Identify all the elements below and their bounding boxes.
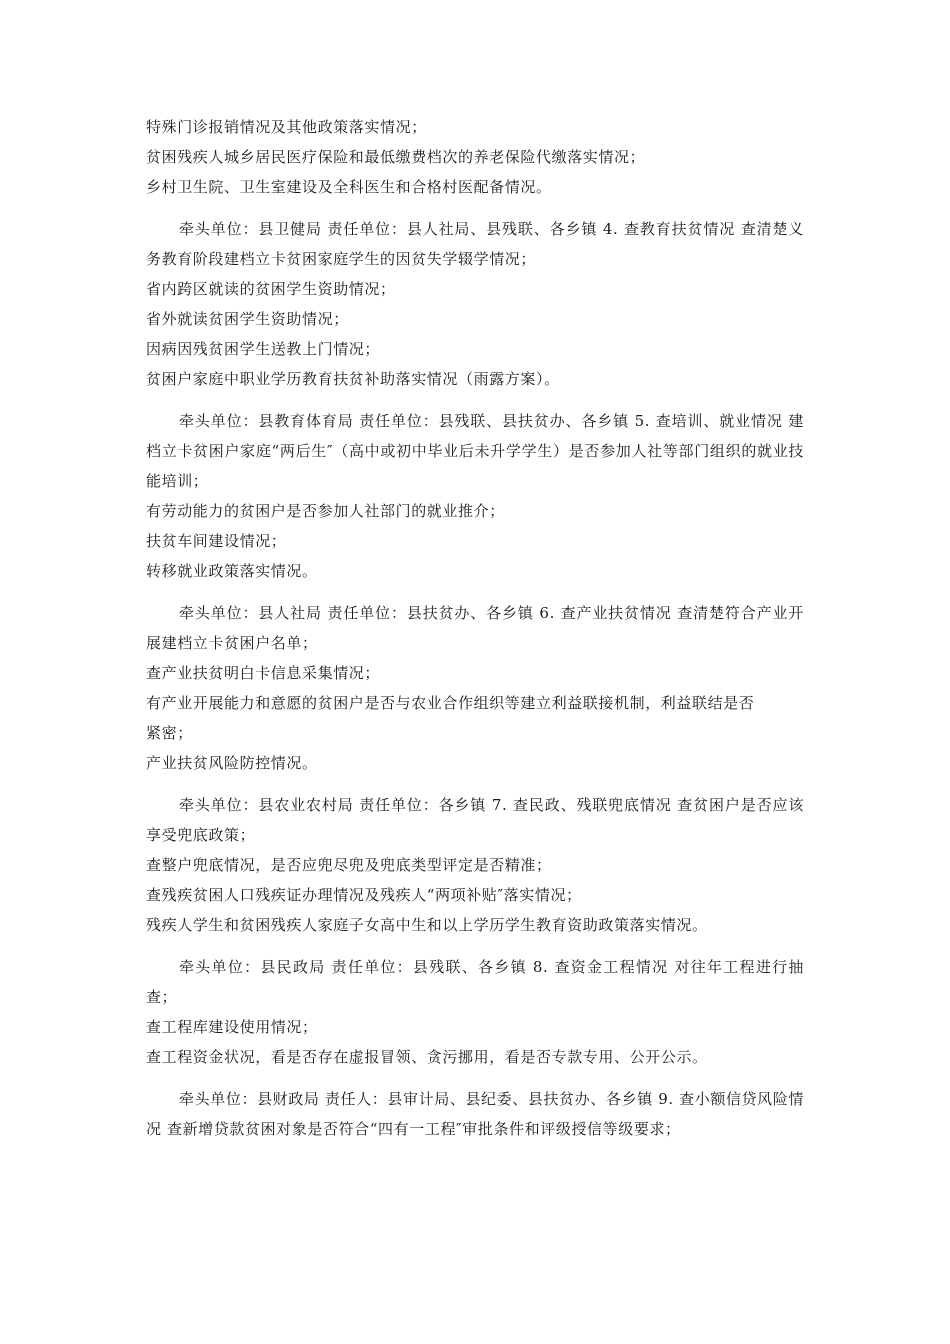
text-block-microcredit [146, 1084, 804, 1144]
text-line: 转移就业政策落实情况。 [146, 562, 318, 580]
text-block-civil-affairs [146, 790, 804, 940]
text-block-funds [146, 952, 804, 1072]
paragraph-lead: 牵头单位：县教育体育局 责任单位：县残联、县扶贫办、各乡镇 5. 查培训、就业情况 建档立卡贫困户家庭“两后生″（高中或初中毕业后未升学学生）是否参加人社等部门组织的就业技能培训； [146, 412, 804, 490]
text-line: 查残疾贫困人口残疾证办理情况及残疾人“两项补贴″落实情况； [146, 886, 582, 904]
text-line: 产业扶贫风险防控情况。 [146, 754, 318, 772]
text-line: 查工程资金状况，看是否存在虚报冒领、贪污挪用，看是否专款专用、公开公示。 [146, 1048, 708, 1066]
paragraph-gap [146, 394, 804, 406]
paragraph-lead: 牵头单位：县农业农村局 责任单位：各乡镇 7. 查民政、残联兜底情况 查贫困户是否应该享受兜底政策； [146, 796, 804, 844]
text-line: 省外就读贫困学生资助情况； [146, 310, 349, 328]
text-line: 查整户兜底情况，是否应兜尽兜及兜底类型评定是否精准； [146, 856, 552, 874]
paragraph-gap [146, 202, 804, 214]
text-line: 特殊门诊报销情况及其他政策落实情况； [146, 118, 427, 136]
paragraph-gap [146, 1072, 804, 1084]
text-line: 贫困残疾人城乡居民医疗保险和最低缴费档次的养老保险代缴落实情况； [146, 148, 646, 166]
paragraph-lead: 牵头单位：县民政局 责任单位：县残联、各乡镇 8. 查资金工程情况 对往年工程进行抽查； [146, 958, 804, 1006]
text-line: 省内跨区就读的贫困学生资助情况； [146, 280, 396, 298]
paragraph-lead: 牵头单位：县卫健局 责任单位：县人社局、县残联、各乡镇 4. 查教育扶贫情况 查清楚义务教育阶段建档立卡贫困家庭学生的因贫失学辍学情况； [146, 220, 804, 268]
text-line: 有劳动能力的贫困户是否参加人社部门的就业推介； [146, 502, 505, 520]
text-block-training [146, 406, 804, 586]
text-line: 有产业开展能力和意愿的贫困户是否与农业合作组织等建立利益联接机制，利益联结是否 [146, 694, 755, 712]
text-line: 贫困户家庭中职业学历教育扶贫补助落实情况（雨露方案）。 [146, 370, 560, 388]
text-line: 乡村卫生院、卫生室建设及全科医生和合格村医配备情况。 [146, 178, 552, 196]
paragraph-gap [146, 778, 804, 790]
text-line: 紧密； [146, 724, 193, 742]
text-block-industry [146, 598, 804, 778]
text-line: 查工程库建设使用情况； [146, 1018, 318, 1036]
text-line: 查产业扶贫明白卡信息采集情况； [146, 664, 381, 682]
text-block-1 [146, 112, 804, 202]
document-body [146, 112, 804, 1144]
text-line: 扶贫车间建设情况； [146, 532, 287, 550]
paragraph-gap [146, 586, 804, 598]
paragraph-lead: 牵头单位：县人社局 责任单位：县扶贫办、各乡镇 6. 查产业扶贫情况 查清楚符合产业开展建档立卡贫困户名单； [146, 604, 804, 652]
text-block-education [146, 214, 804, 394]
text-line: 因病因残贫困学生送教上门情况； [146, 340, 381, 358]
paragraph-lead: 牵头单位：县财政局 责任人：县审计局、县纪委、县扶贫办、各乡镇 9. 查小额信贷风险情况 查新增贷款贫困对象是否符合“四有一工程″审批条件和评级授信等级要求； [146, 1090, 804, 1138]
text-line: 残疾人学生和贫困残疾人家庭子女高中生和以上学历学生教育资助政策落实情况。 [146, 916, 708, 934]
paragraph-gap [146, 940, 804, 952]
